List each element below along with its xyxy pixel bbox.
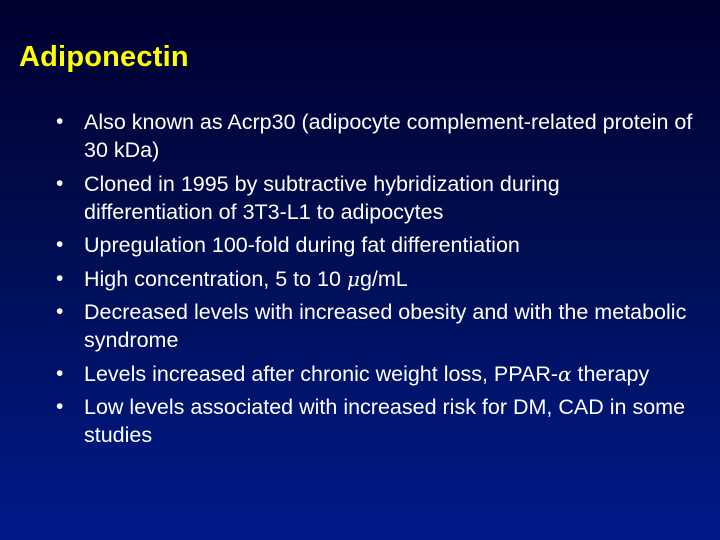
bullet-item <box>54 170 694 226</box>
bullet-text <box>84 362 649 386</box>
bullet-item <box>54 265 694 293</box>
bullet-item <box>54 360 694 388</box>
bullet-item <box>54 108 694 164</box>
bullet-text-part: g/mL <box>359 266 408 291</box>
bullet-text: Also known as Acrp30 (adipocyte complement-related protein of 30 kDa) <box>84 110 693 162</box>
bullet-list <box>54 108 694 455</box>
bullet-dot-icon: • <box>56 171 64 195</box>
bullet-text: Upregulation 100-fold during fat differentiation <box>84 233 520 257</box>
bullet-text: Low levels associated with increased risk for DM, CAD in some studies <box>84 395 686 447</box>
slide-title: Adiponectin <box>19 41 189 73</box>
bullet-text-part: Levels increased after chronic weight loss, PPAR- <box>84 361 559 386</box>
bullet-text: Cloned in 1995 by subtractive hybridization during differentiation of 3T3-L1 to adipocytes <box>84 171 560 224</box>
bullet-item <box>54 298 694 354</box>
bullet-dot-icon: • <box>56 300 64 323</box>
bullet-dot-icon: • <box>56 266 64 290</box>
bullet-text-part: therapy <box>571 361 650 386</box>
bullet-dot-icon: • <box>56 110 64 133</box>
bullet-dot-icon: • <box>56 395 64 418</box>
bullet-dot-icon: • <box>56 361 64 385</box>
bullet-text-part: High concentration, 5 to 10 <box>84 266 347 291</box>
greek-alpha-symbol: α <box>558 361 572 386</box>
bullet-item <box>54 393 694 449</box>
bullet-dot-icon: • <box>56 233 64 256</box>
bullet-text <box>84 267 408 291</box>
bullet-text: Decreased levels with increased obesity and with the metabolic syndrome <box>84 300 687 352</box>
bullet-item <box>54 231 694 259</box>
greek-mu-symbol: μ <box>346 266 360 291</box>
